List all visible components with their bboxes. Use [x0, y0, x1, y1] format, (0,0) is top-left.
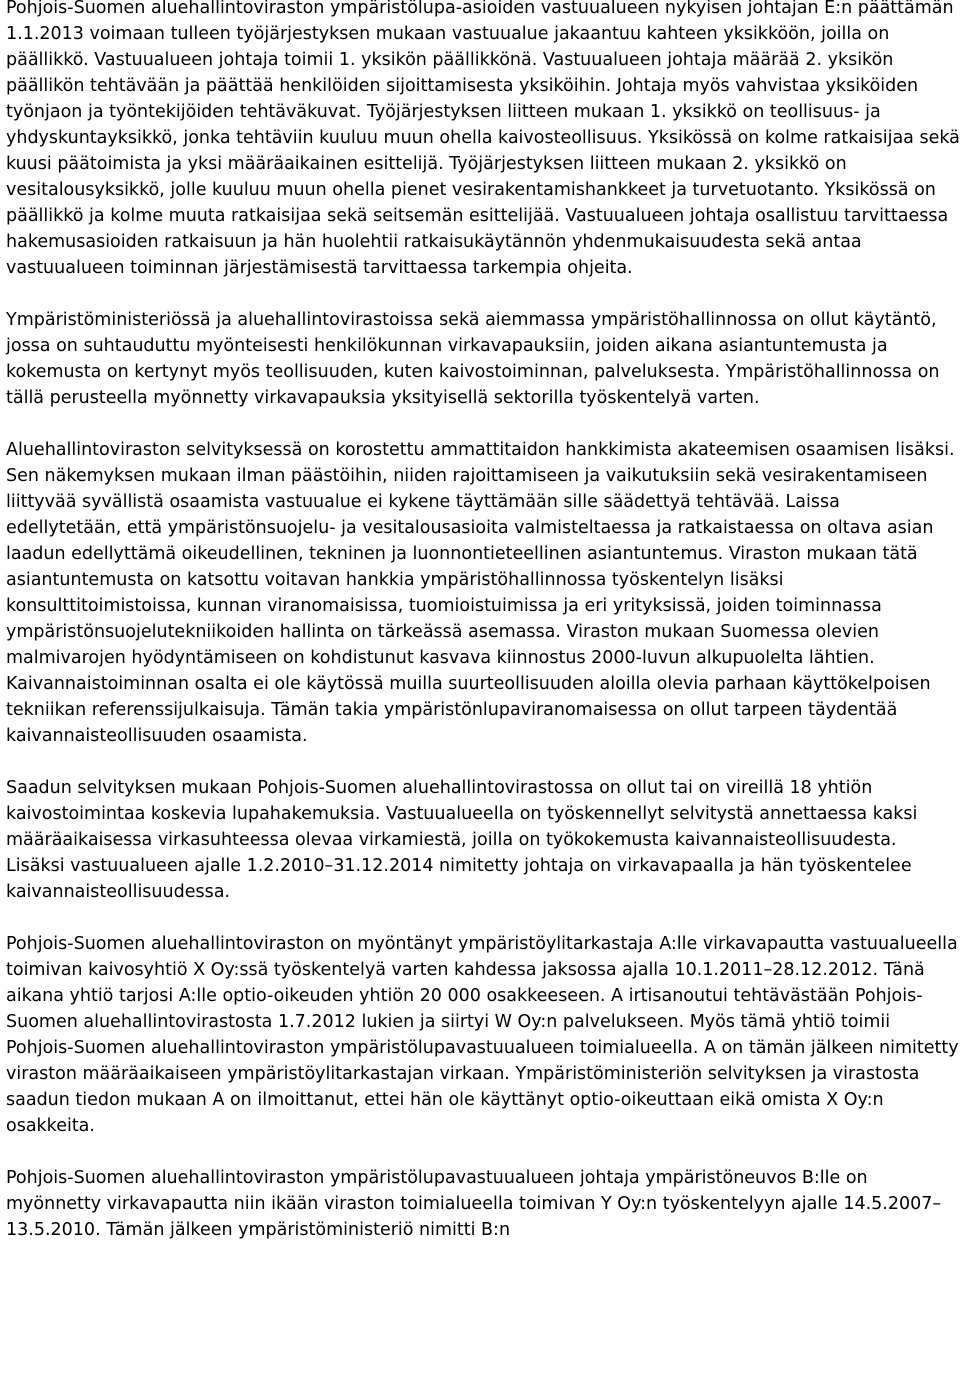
paragraph-organization: Pohjois-Suomen aluehallintoviraston ympäristölupa-asioiden vastuualueen nykyisen johtajan E:n päättämän 1.1.2013 voimaan tulleen työjärjestyksen mukaan vastuualue jakaantuu kahteen yksikköön, joilla on päällikkö. Vastuualueen johtaja toimii 1. yksikön päällikkönä. Vastuualueen johtaja määrää 2. yksikön päällikön tehtävään ja päättää henkilöiden sijoittamisesta yksiköihin. Johtaja myös vahvistaa yksiköiden työnjaon ja työntekijöiden tehtäväkuvat. Työjärjestyksen liitteen mukaan 1. yksikkö on teollisuus- ja yhdyskuntayksikkö, jonka tehtäviin kuuluu muun ohella kaivosteollisuus. Yksikössä on kolme ratkaisijaa sekä kuusi päätoimista ja yksi määräaikainen esittelijä. Työjärjestyksen liitteen mukaan 2. yksikkö on vesitalousyksikkö, jolle kuuluu muun ohella pienet vesirakentamishankkeet ja turvetuotanto. Yksikössä on päällikkö ja kolme muuta ratkaisijaa sekä seitsemän esittelijää. Vastuualueen johtaja osallistuu tarvittaessa hakemusasioiden ratkaisuun ja hän huolehtii ratkaisukäytännön yhdenmukaisuudesta sekä antaa vastuualueen toiminnan järjestämisestä tarvittaessa tarkempia ohjeita. — [6, 0, 960, 278]
paragraph-mining-applications: Saadun selvityksen mukaan Pohjois-Suomen aluehallintovirastossa on ollut tai on vireillä 18 yhtiön kaivostoimintaa koskevia lupahakemuksia. Vastuualueella on työskennellyt selvitystä annettaessa kaksi määräaikaisessa virkasuhteessa olevaa virkamiestä, joilla on työkokemusta kaivannaisteollisuudesta. Lisäksi vastuualueen ajalle 1.2.2010–31.12.2014 nimitetty johtaja on virkavapaalla ja hän työskentelee kaivannaisteollisuudessa. — [6, 778, 918, 902]
paragraph-leave-practice: Ympäristöministeriössä ja aluehallintovirastoissa sekä aiemmassa ympäristöhallinnossa on ollut käytäntö, jossa on suhtauduttu myönteisesti henkilökunnan virkavapauksiin, joiden aikana asiantuntemusta ja kokemusta on kertynyt myös teollisuuden, kuten kaivostoiminnan, palveluksesta. Ympäristöhallinnossa on tällä perusteella myönnetty virkavapauksia yksityisellä sektorilla työskentelyä varten. — [6, 310, 940, 408]
document-page — [6, 0, 960, 1243]
paragraph-expertise: Aluehallintoviraston selvityksessä on korostettu ammattitaidon hankkimista akateemisen osaamisen lisäksi. Sen näkemyksen mukaan ilman päästöihin, niiden rajoittamiseen ja vaikutuksiin sekä vesirakentamiseen liittyvää syvällistä osaamista vastuualue ei kykene täyttämään sille säädettyä tehtävää. Laissa edellytetään, että ympäristönsuojelu- ja vesitalousasioita valmisteltaessa ja ratkaistaessa on oltava asian laadun edellyttämä oikeudellinen, tekninen ja luonnontieteellinen asiantuntemus. Viraston mukaan tätä asiantuntemusta on katsottu voitavan hankkia ympäristöhallinnossa työskentelyn lisäksi konsulttitoimistoissa, kunnan viranomaisissa, tuomioistuimissa ja eri yrityksissä, joiden toiminnassa ympäristönsuojelutekniikoiden hallinta on tärkeässä asemassa. Viraston mukaan Suomessa olevien malmivarojen hyödyntämiseen on kohdistunut kasvava kiinnostus 2000-luvun alkupuolelta lähtien. Kaivannaistoiminnan osalta ei ole käytössä muilla suurteollisuuden aloilla olevia parhaan käyttökelpoisen tekniikan referenssijulkaisuja. Tämän takia ympäristönlupaviranomaisessa on ollut tarpeen täydentää kaivannaisteollisuuden osaamista. — [6, 440, 955, 746]
paragraph-director-b: Pohjois-Suomen aluehallintoviraston ympäristölupavastuualueen johtaja ympäristöneuvos B:lle on myönnetty virkavapautta niin ikään viraston toimialueella toimivan Y Oy:n työskentelyyn ajalle 14.5.2007–13.5.2010. Tämän jälkeen ympäristöministeriö nimitti B:n — [6, 1168, 942, 1240]
paragraph-inspector-a: Pohjois-Suomen aluehallintoviraston on myöntänyt ympäristöylitarkastaja A:lle virkavapautta vastuualueella toimivan kaivosyhtiö X Oy:ssä työskentelyä varten kahdessa jaksossa ajalla 10.1.2011–28.12.2012. Tänä aikana yhtiö tarjosi A:lle optio-oikeuden yhtiön 20 000 osakkeeseen. A irtisanoutui tehtävästään Pohjois-Suomen aluehallintovirastosta 1.7.2012 lukien ja siirtyi W Oy:n palvelukseen. Myös tämä yhtiö toimii Pohjois-Suomen aluehallintoviraston ympäristölupavastuualueen toimialueella. A on tämän jälkeen nimitetty viraston määräaikaiseen ympäristöylitarkastajan virkaan. Ympäristöministeriön selvityksen ja virastosta saadun tiedon mukaan A on ilmoittanut, ettei hän ole käyttänyt optio-oikeuttaan eikä omista X Oy:n osakkeita. — [6, 934, 959, 1136]
